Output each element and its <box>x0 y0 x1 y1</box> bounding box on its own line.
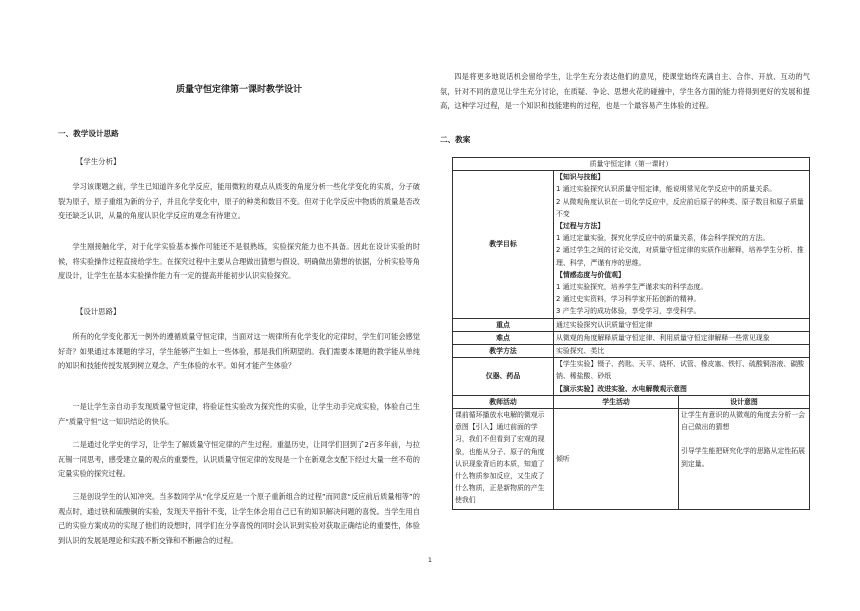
key-point-label: 重点 <box>453 318 554 331</box>
difficulty-label: 难点 <box>453 331 554 344</box>
emotion-item-2: 2 通过史实资料，学习科学家开拓创新的精神。 <box>556 295 701 304</box>
difficulty-text: 从微观的角度解释质量守恒定律、利用质量守恒定律解释一些常见现象 <box>554 331 810 344</box>
paragraph-6: 三是创设学生的认知冲突。当多数同学从“化学反应是一个原子重新组合的过程”而同意“反应前后质量相等”的观点时，通过铁和硫酸铜的实验，发现天平指针不变，让学生体会用自己已有的知识解决问题的喜悦。当学生用自己的实验方案成功的实现了他们的设想时，同学们在分享喜悦的同时会认识到实验对获取正确结论的重要性，体验到认识的发展是理论和实践不断交锋和不断融合的过程。 <box>58 492 420 545</box>
paragraph-7: 四是将更多地说话机会留给学生，让学生充分表达他们的意见，使课堂始终充满自主、合作、开放、互动的气氛，针对不同的意见让学生充分讨论，在质疑、争论、思想火花的碰撞中，学生各方面的能力将得到更好的发展和提高，这种学习过程，是一个知识和技能建构的过程，也是一个最容易产生体验的过程。 <box>440 72 810 111</box>
process-item-2: 2 通过学生之间的讨论交流，对质量守恒定律的实质作出解释，培养学生分析、推理、科学，严谨有序的思维。 <box>556 246 804 267</box>
equipment-cell <box>554 358 810 396</box>
student-analysis-heading: 【学生分析】 <box>76 157 121 166</box>
col-header-intent: 设计意图 <box>679 395 810 408</box>
goal-label: 教学目标 <box>453 171 554 318</box>
paragraph-4: 一是让学生亲自动手发现质量守恒定律，将验证性实验改为探究性的实验，让学生动手完成实验，体验自己生产“质量守恒”这一知识结论的快乐。 <box>58 402 420 426</box>
equipment-demo: 【演示实验】改进实验、水电解微观示意图 <box>556 384 687 393</box>
process-item-1: 1 通过定量实验，探究化学反应中的质量关系，体会科学探究的方法。 <box>556 234 770 243</box>
knowledge-item-2: 2 从微观角度认识在一切化学反应中，反应前后原子的种类、原子数目和原子质量不变 <box>556 197 804 218</box>
knowledge-item-1: 1 通过实验探究认识质量守恒定律，能说明常见化学反应中的质量关系。 <box>556 185 777 194</box>
col-header-student: 学生活动 <box>554 395 679 408</box>
method-label: 教学方法 <box>453 345 554 358</box>
emotion-item-3: 3 产生学习的成功体验，享受学习，享受科学。 <box>556 307 701 316</box>
paragraph-3: 所有的化学变化都无一例外的遵循质量守恒定律，当面对这一规律所有化学变化的定律时，学生们可能会感觉好奇？如果通过本课题的学习，学生能够产生如上一些体验，那是我们所期望的。我们需要本课题的教学能从单纯的知识和技能传授发展到树立观念，产生体验的水平。如何才能产生体验？ <box>58 332 420 371</box>
section-heading-plan: 二、教案 <box>440 135 471 144</box>
equipment-student: 【学生实验】镊子、药匙、天平、烧杯、试管、橡皮塞、铁钉、硫酸铜溶液、碳酸钠、稀盐酸、砂纸 <box>556 360 805 381</box>
table-caption: 质量守恒定律（第一课时） <box>453 158 810 171</box>
student-activity: 倾听 <box>554 409 679 510</box>
paragraph-2: 学生刚接触化学，对于化学实验基本操作可能还不是很熟练，实验探究能力也不具备。因此在设计实验的时候，将实验操作过程直接给学生。在探究过程中主要从合理做出猜想与假设、明确做出猜想的依据，分析实验等角度设计，让学生在基本实验操作能力有一定的提高并能初步认识实验探究。 <box>58 242 420 281</box>
goal-cell <box>554 171 810 318</box>
intent-1: 让学生有意识的从微观的角度去分析一会自己做出的猜想 <box>681 411 806 432</box>
page-title: 质量守恒定律第一课时教学设计 <box>175 85 302 95</box>
design-heading: 【设计思路】 <box>76 307 121 316</box>
method-text: 实验探究、类比 <box>554 345 810 358</box>
equipment-label: 仪器、药品 <box>453 358 554 396</box>
design-intent <box>679 409 810 510</box>
lesson-plan-table <box>452 157 810 510</box>
emotion-heading: 【情感态度与价值观】 <box>556 270 625 279</box>
key-point-text: 通过实验探究认识质量守恒定律 <box>554 318 810 331</box>
paragraph-1: 学习该课题之前，学生已知道许多化学反应，能用微粒的观点从质变的角度分析一些化学变化的实质，分子破裂为原子，原子重组为新的分子，并且化学变化中，原子的种类和数目不变。但对于化学反应中物质的质量是否改变还缺乏认识，从量的角度认识化学反应的观念有待建立。 <box>58 182 420 221</box>
paragraph-5: 二是通过化学史的学习，让学生了解质量守恒定律的产生过程。重温历史，让同学们回到了2百多年前，与拉瓦锡一同思考，感受建立量的观点的重要性，认识质量守恒定律的发现是一个在新观念支配下经过大量一丝不苟的定量实验的探究过程。 <box>58 440 420 479</box>
col-header-teacher: 教师活动 <box>453 395 554 408</box>
teacher-activity: 课前循环播放水电解的微观示意图【引入】通过前面的学习，我们不但看到了宏观的现象，也能从分子、原子的角度认识现象背后的本质，知道了什么物质参加反应，又生成了什么物质，正是新物质的产生使我们 <box>453 409 554 510</box>
process-heading: 【过程与方法】 <box>556 222 605 231</box>
intent-2: 引导学生能把研究化学的思路从定性拓展到定量。 <box>681 447 806 468</box>
emotion-item-1: 1 通过实验探究，培养学生严谨求实的科学态度。 <box>556 283 708 292</box>
knowledge-heading: 【知识与技能】 <box>556 173 605 182</box>
page-number: 1 <box>427 556 433 564</box>
section-heading-design: 一、教学设计思路 <box>58 129 119 138</box>
